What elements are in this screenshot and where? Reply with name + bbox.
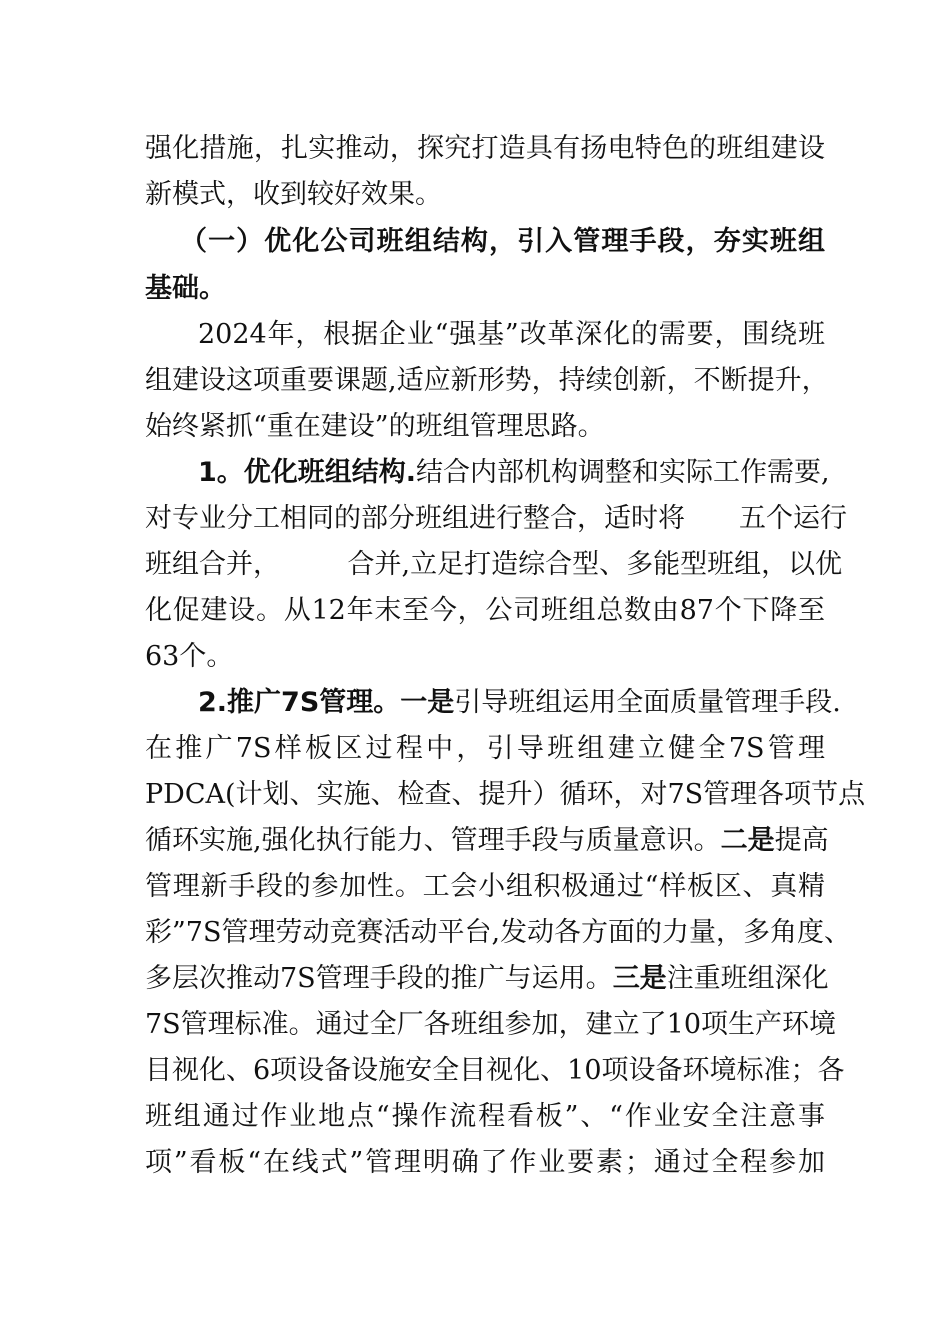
paragraph-line <box>145 361 829 401</box>
text-run: 循环实施,强化执行能力、管理手段与质量意识。 <box>145 825 721 856</box>
emphasis-text: 三是 <box>612 963 667 994</box>
text-run: 7S管理标准。通过全厂各班组参加，建立了10项生产环境 <box>145 1009 837 1040</box>
paragraph-line <box>145 1005 837 1045</box>
paragraph-line <box>145 867 825 907</box>
paragraph-line <box>145 637 825 677</box>
paragraph-line <box>145 959 829 999</box>
text-run: 新模式，收到较好效果。 <box>145 179 442 210</box>
paragraph-line <box>198 453 830 493</box>
text-run: 对专业分工相同的部分班组进行整合，适时将 五个运行 <box>145 503 847 534</box>
heading-text: 基础。 <box>145 273 226 304</box>
paragraph-line <box>198 683 841 723</box>
section-heading <box>145 269 825 309</box>
text-run: 管理新手段的参加性。工会小组积极通过“样板区、真精 <box>145 871 825 902</box>
paragraph-line <box>145 821 829 861</box>
text-run: 始终紧抓“重在建设”的班组管理思路。 <box>145 411 605 442</box>
paragraph-line <box>145 913 852 953</box>
paragraph-line <box>145 591 825 631</box>
text-run: 结合内部机构调整和实际工作需要, <box>416 457 830 488</box>
heading-text: （一）优化公司班组结构，引入管理手段，夯实班组 <box>180 226 825 257</box>
text-run: 2024年，根据企业“强基”改革深化的需要，围绕班 <box>198 319 825 350</box>
subheading-text: 1。优化班组结构. <box>198 457 417 488</box>
paragraph-line <box>145 175 825 215</box>
text-run: 提高 <box>774 825 829 856</box>
text-run: 强化措施，扎实推动，探究打造具有扬电特色的班组建设 <box>145 133 825 164</box>
paragraph-line <box>145 407 825 447</box>
text-run: 班组通过作业地点“操作流程看板”、“作业安全注意事 <box>145 1101 825 1132</box>
text-run: 彩”7S管理劳动竞赛活动平台,发动各方面的力量，多角度、 <box>145 917 852 948</box>
text-run: 引导班组运用全面质量管理手段. <box>454 687 841 718</box>
paragraph-line <box>145 129 825 169</box>
text-run: 目视化、6项设备设施安全目视化、10项设备环境标准；各 <box>145 1055 845 1086</box>
paragraph-line <box>145 545 843 585</box>
text-run: 班组合并， 合并,立足打造综合型、多能型班组，以优 <box>145 549 843 580</box>
text-run: 项”看板“在线式”管理明确了作业要素；通过全程参加 <box>145 1147 825 1178</box>
subheading-text: 2.推广7S管理。一是 <box>198 687 455 718</box>
text-run: 注重班组深化 <box>666 963 829 994</box>
text-run: 在推广7S样板区过程中，引导班组建立健全7S管理 <box>145 733 825 764</box>
paragraph-line <box>145 1051 845 1091</box>
text-run: 化促建设。从12年末至今，公司班组总数由87个下降至 <box>145 595 825 626</box>
section-heading <box>180 222 825 262</box>
text-run: PDCA(计划、实施、检查、提升）循环，对7S管理各项节点 <box>145 779 866 810</box>
paragraph-line <box>198 315 825 355</box>
paragraph-line <box>145 729 825 769</box>
paragraph-line <box>145 499 847 539</box>
paragraph-line <box>145 775 866 815</box>
text-run: 组建设这项重要课题,适应新形势，持续创新，不断提升， <box>145 365 829 396</box>
emphasis-text: 二是 <box>720 825 775 856</box>
paragraph-line <box>145 1143 825 1183</box>
text-run: 多层次推动7S管理手段的推广与运用。 <box>145 963 613 994</box>
text-run: 63个。 <box>145 641 234 672</box>
paragraph-line <box>145 1097 825 1137</box>
